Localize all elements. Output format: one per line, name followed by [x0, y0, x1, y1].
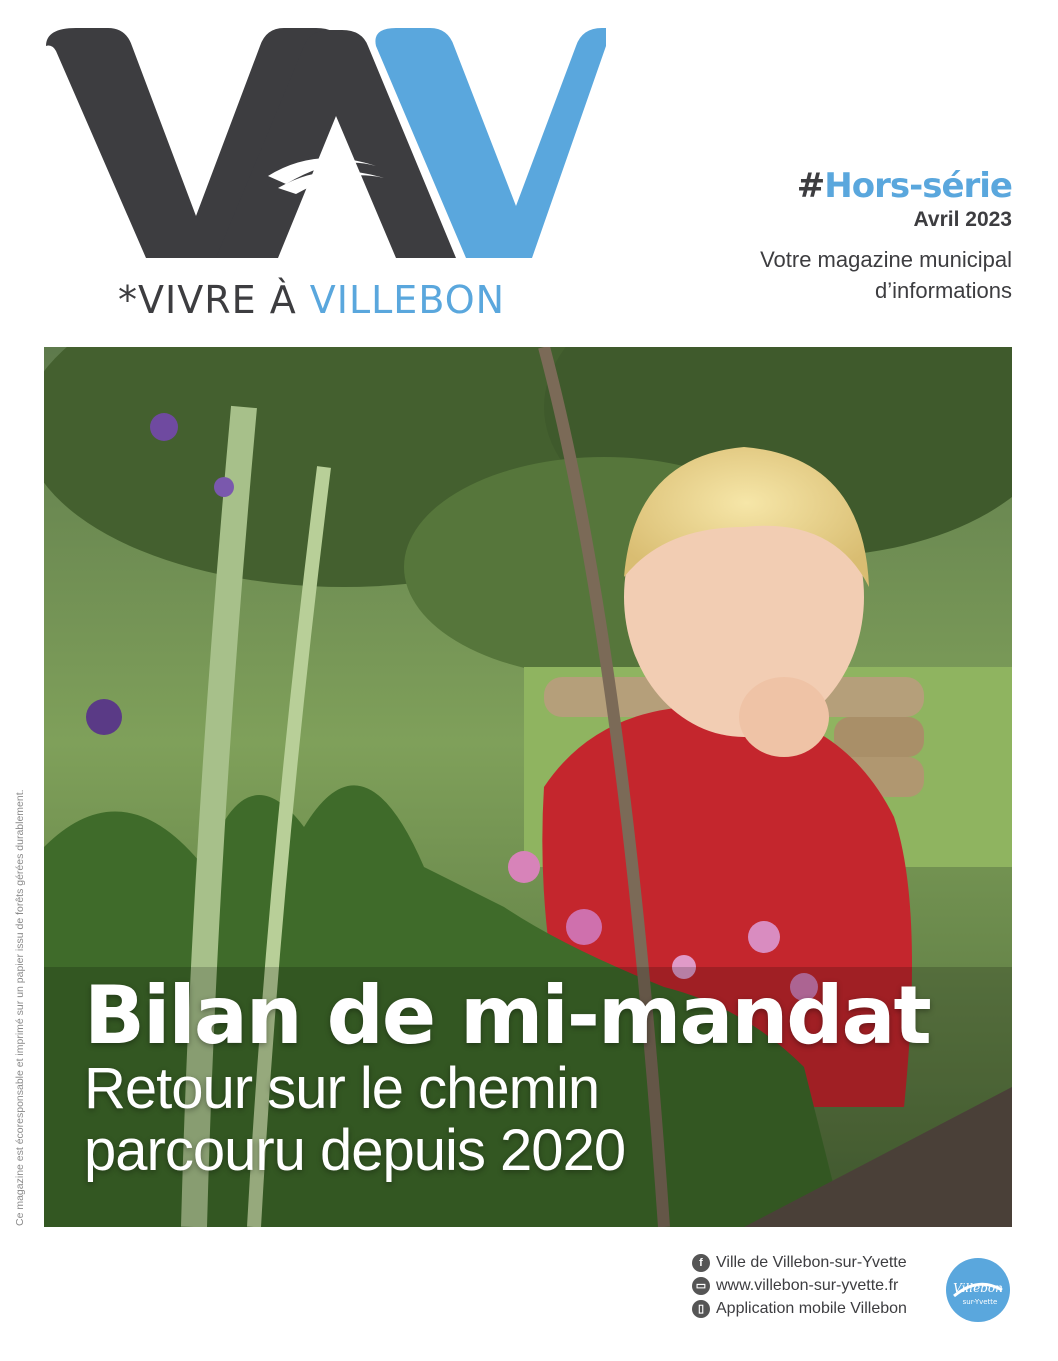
subtitle-line-1: Votre magazine municipal — [760, 247, 1012, 272]
issue-date: Avril 2023 — [913, 208, 1012, 231]
contact-list — [692, 1251, 907, 1320]
tagline-highlight: VILLEBON — [309, 278, 506, 322]
contact-website[interactable] — [692, 1274, 907, 1297]
svg-text:sur-Yvette: sur-Yvette — [962, 1298, 998, 1306]
magazine-tagline — [118, 278, 505, 322]
vav-logo — [46, 26, 606, 266]
issue-info — [797, 166, 1012, 232]
phone-icon: ▯ — [692, 1300, 710, 1318]
contact-text: www.villebon-sur-yvette.fr — [716, 1276, 899, 1294]
contact-text: Application mobile Villebon — [716, 1299, 907, 1317]
contact-app[interactable] — [692, 1297, 907, 1320]
cover-headline — [84, 969, 930, 1183]
headline-line-2: parcouru depuis 2020 — [84, 1118, 626, 1183]
subtitle-line-2: d’informations — [875, 278, 1012, 303]
magazine-subtitle — [692, 244, 1012, 306]
svg-text:Villebon: Villebon — [953, 1281, 1003, 1295]
contact-text: Ville de Villebon-sur-Yvette — [716, 1253, 907, 1271]
issue-label: #Hors-série — [796, 166, 1012, 206]
facebook-icon: f — [692, 1254, 710, 1272]
eco-note: Ce magazine est écoresponsable et imprimé sur un papier issu de forêts gérées durablement. — [14, 789, 26, 1226]
headline-title: Bilan de mi-mandat — [84, 969, 930, 1062]
monitor-icon: ▭ — [692, 1277, 710, 1295]
headline-line-1: Retour sur le chemin — [84, 1056, 600, 1121]
tagline-prefix: *VIVRE À — [118, 278, 310, 322]
contact-facebook[interactable] — [692, 1251, 907, 1274]
villebon-city-logo — [944, 1256, 1012, 1324]
